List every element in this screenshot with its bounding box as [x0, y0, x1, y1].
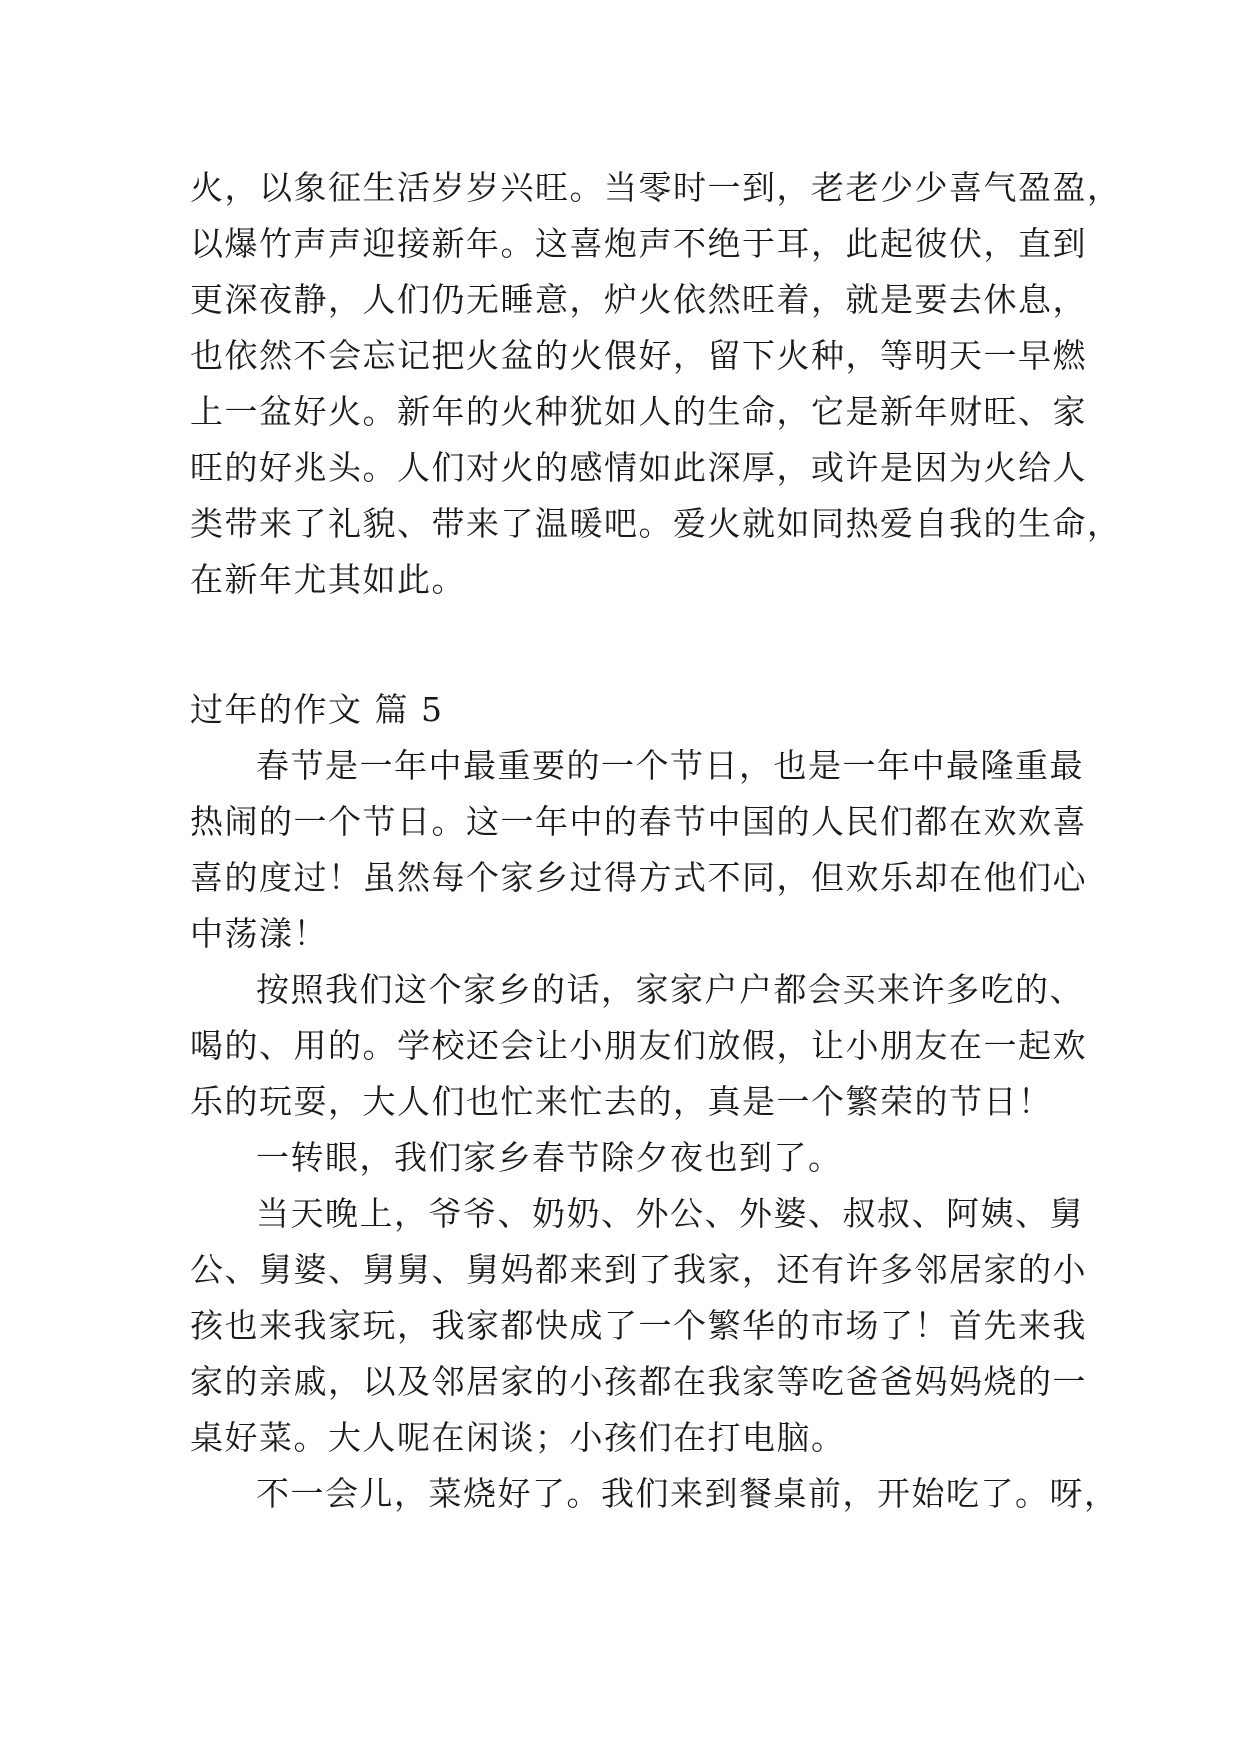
paragraph — [190, 962, 1087, 1130]
paragraph — [190, 1466, 1119, 1522]
text-line: 火，以象征生活岁岁兴旺。当零时一到，老老少少喜气盈盈， — [190, 168, 1122, 207]
paragraph — [190, 1186, 1087, 1466]
text-line: 喝的、用的。学校还会让小朋友们放假，让小朋友在一起欢 — [190, 1026, 1087, 1065]
paragraph-continued — [190, 160, 1122, 608]
text-line: 当天晚上，爷爷、奶奶、外公、外婆、叔叔、阿姨、舅 — [256, 1194, 1084, 1233]
text-line: 公、舅婆、舅舅、舅妈都来到了我家，还有许多邻居家的小 — [190, 1250, 1087, 1289]
text-line: 一转眼，我们家乡春节除夕夜也到了。 — [256, 1138, 843, 1177]
text-line: 家的亲戚，以及邻居家的小孩都在我家等吃爸爸妈妈烧的一 — [190, 1362, 1087, 1401]
text-line: 也依然不会忘记把火盆的火偎好，留下火种，等明天一早燃 — [190, 336, 1087, 375]
text-line: 按照我们这个家乡的话，家家户户都会买来许多吃的、 — [256, 970, 1084, 1009]
text-line: 乐的玩耍，大人们也忙来忙去的，真是一个繁荣的节日！ — [190, 1082, 1053, 1121]
text-line: 桌好菜。大人呢在闲谈；小孩们在打电脑。 — [190, 1418, 846, 1457]
text-line: 不一会儿，菜烧好了。我们来到餐桌前，开始吃了。呀， — [256, 1474, 1119, 1513]
text-line: 以爆竹声声迎接新年。这喜炮声不绝于耳，此起彼伏，直到 — [190, 224, 1087, 263]
section-title: 过年的作文 篇 5 — [190, 690, 444, 729]
text-line: 类带来了礼貌、带来了温暖吧。爱火就如同热爱自我的生命， — [190, 504, 1122, 543]
document-body — [190, 160, 1122, 1522]
text-line: 喜的度过！虽然每个家乡过得方式不同，但欢乐却在他们心 — [190, 858, 1087, 897]
text-line: 更深夜静，人们仍无睡意，炉火依然旺着，就是要去休息， — [190, 280, 1087, 319]
text-line: 热闹的一个节日。这一年中的春节中国的人民们都在欢欢喜 — [190, 802, 1087, 841]
text-line: 上一盆好火。新年的火种犹如人的生命，它是新年财旺、家 — [190, 392, 1087, 431]
text-line: 旺的好兆头。人们对火的感情如此深厚，或许是因为火给人 — [190, 448, 1087, 487]
section-gap — [190, 608, 1070, 682]
paragraph — [190, 1130, 1070, 1186]
text-line: 在新年尤其如此。 — [190, 560, 466, 599]
text-line: 中荡漾！ — [190, 914, 328, 953]
text-line: 春节是一年中最重要的一个节日，也是一年中最隆重最 — [256, 746, 1084, 785]
text-line: 孩也来我家玩，我家都快成了一个繁华的市场了！首先来我 — [190, 1306, 1087, 1345]
paragraph — [190, 738, 1087, 962]
